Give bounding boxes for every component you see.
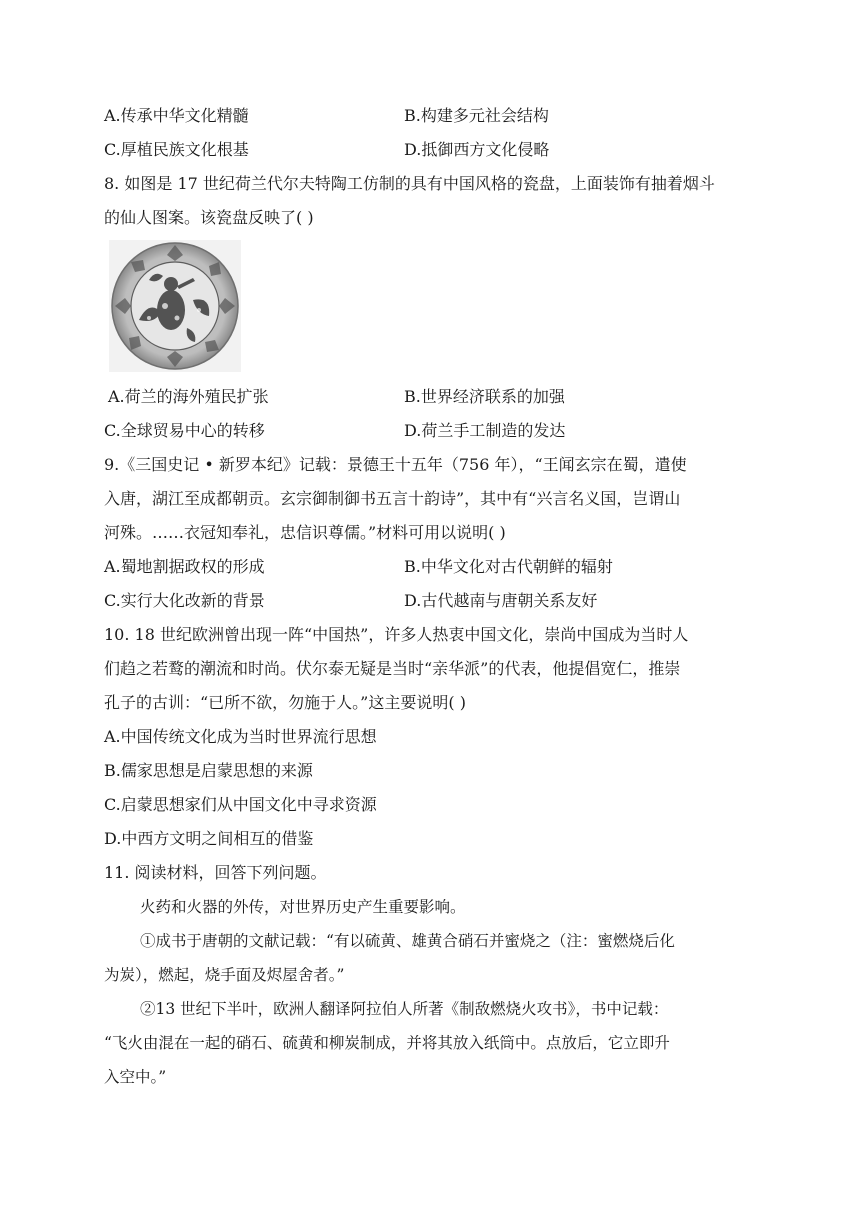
q11-material-2-line-1: ②13 世纪下半叶，欧洲人翻译阿拉伯人所著《制敌燃烧火攻书》，书中记载： [140,1000,669,1018]
q8-option-a: A.荷兰的海外殖民扩张 [108,387,269,406]
q11-material-intro: 火药和火器的外传，对世界历史产生重要影响。 [140,898,466,916]
q11-material-2-line-2: “飞火由混在一起的硝石、硫黄和柳炭制成，并将其放入纸筒中。点放后，它立即升 [104,1034,670,1052]
q7-option-b: B.构建多元社会结构 [404,106,549,125]
q9-stem-line-2: 入唐，湖江至成都朝贡。玄宗御制御书五言十韵诗”，其中有“兴言名义国，岂谓山 [104,489,681,508]
q8-option-d: D.荷兰手工制造的发达 [404,421,566,440]
q9-option-c: C.实行大化改新的背景 [104,591,265,610]
q10-option-b: B.儒家思想是启蒙思想的来源 [104,761,313,780]
q8-stem-line-2: 的仙人图案。该瓷盘反映了( ) [104,208,314,227]
q7-option-a: A.传承中华文化精髓 [104,106,249,125]
q9-stem-line-1: 9.《三国史记 • 新罗本纪》记载：景德王十五年（756 年），“王闻玄宗在蜀，遣使 [104,455,687,474]
q11-stem: 11. 阅读材料，回答下列问题。 [104,863,327,882]
q9-option-d: D.古代越南与唐朝关系友好 [404,591,598,610]
q8-stem-line-1: 8. 如图是 17 世纪荷兰代尔夫特陶工仿制的具有中国风格的瓷盘，上面装饰有抽着烟斗 [104,174,715,193]
q11-material-1-line-2: 为炭），燃起，烧手面及烬屋舍者。” [104,966,345,984]
q10-option-c: C.启蒙思想家们从中国文化中寻求资源 [104,795,377,814]
q10-stem-line-2: 们趋之若鹜的潮流和时尚。伏尔泰无疑是当时“亲华派”的代表，他提倡宽仁，推崇 [104,659,681,678]
q9-stem-line-3: 河殊。……衣冠知奉礼，忠信识尊儒。”材料可用以说明( ) [104,523,506,542]
q9-option-a: A.蜀地割据政权的形成 [104,557,265,576]
porcelain-plate-image [109,240,241,372]
q10-option-d: D.中西方文明之间相互的借鉴 [104,829,314,848]
q7-option-d: D.抵御西方文化侵略 [404,140,550,159]
porcelain-plate-illustration [109,240,241,372]
q11-material-1-line-1: ①成书于唐朝的文献记载：“有以硫黄、雄黄合硝石并蜜烧之（注：蜜燃烧后化 [140,932,675,950]
q9-option-b: B.中华文化对古代朝鲜的辐射 [404,557,613,576]
q10-stem-line-3: 孔子的古训：“已所不欲，勿施于人。”这主要说明( ) [104,693,466,712]
q10-option-a: A.中国传统文化成为当时世界流行思想 [104,727,377,746]
q7-option-c: C.厚植民族文化根基 [104,140,249,159]
q11-material-2-line-3: 入空中。” [104,1068,167,1086]
q8-option-c: C.全球贸易中心的转移 [104,421,265,440]
q10-stem-line-1: 10. 18 世纪欧洲曾出现一阵“中国热”，许多人热衷中国文化，崇尚中国成为当时人 [104,625,689,644]
q8-option-b: B.世界经济联系的加强 [404,387,565,406]
